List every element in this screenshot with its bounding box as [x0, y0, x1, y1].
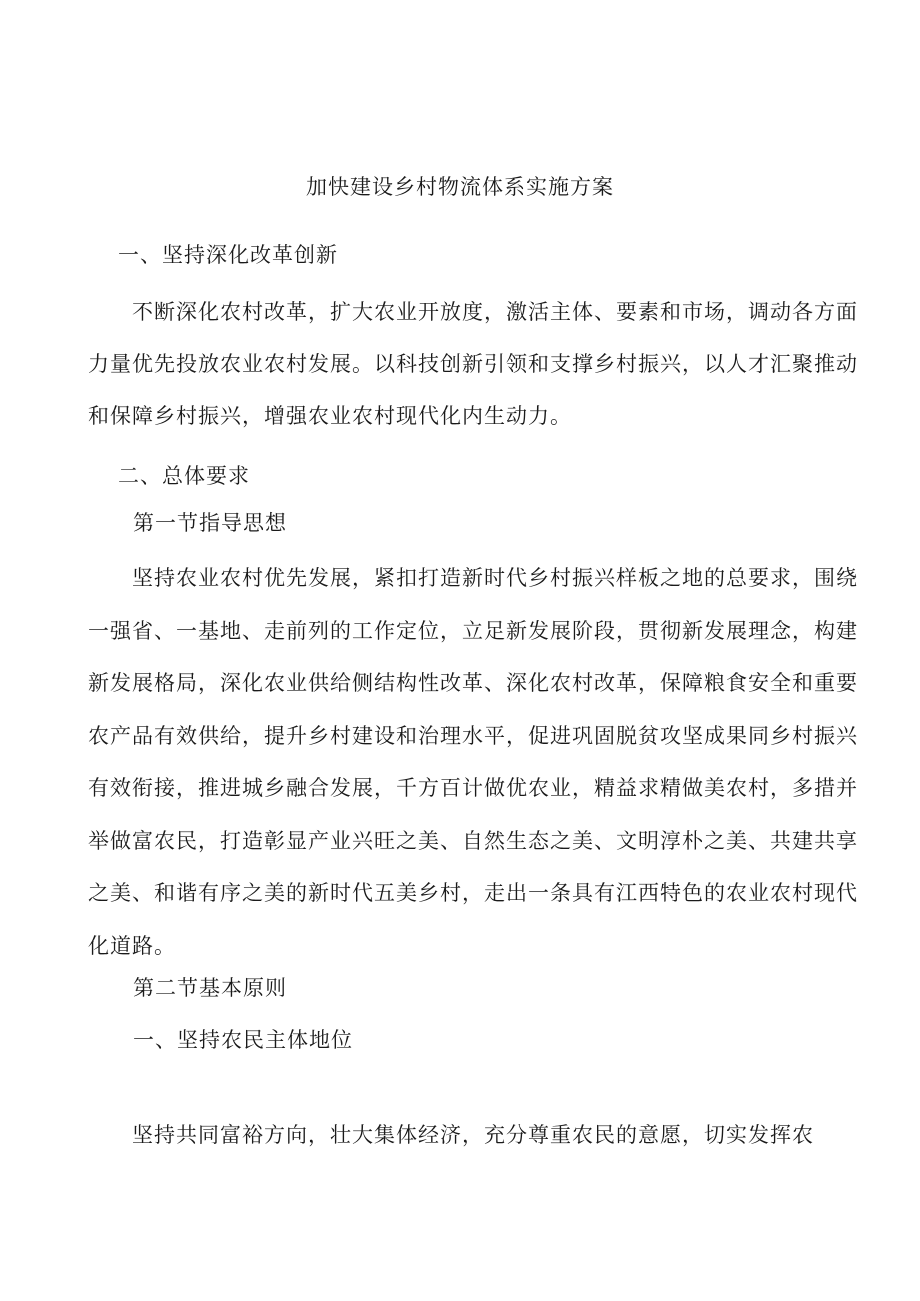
section-heading-reform: 一、坚持深化改革创新: [118, 243, 338, 267]
subsection-heading-guiding-thought: 第一节指导思想: [133, 511, 287, 535]
section-heading-requirements: 二、总体要求: [118, 464, 250, 488]
item-heading-farmer-subject: 一、坚持农民主体地位: [133, 1028, 353, 1052]
section-paragraph-reform: 不断深化农村改革，扩大农业开放度，激活主体、要素和市场，调动各方面力量优先投放农业农村发展。以科技创新引领和支撑乡村振兴，以人才汇聚推动和保障乡村振兴，增强农业农村现代化内生动力。: [88, 300, 858, 428]
document-title: 加快建设乡村物流体系实施方案: [306, 175, 614, 199]
item-paragraph-farmer-subject: 坚持共同富裕方向，壮大集体经济，充分尊重农民的意愿，切实发挥农: [132, 1123, 814, 1147]
subsection-heading-basic-principles: 第二节基本原则: [133, 976, 287, 1000]
subsection-paragraph-guiding-thought: 坚持农业农村优先发展，紧扣打造新时代乡村振兴样板之地的总要求，围绕一强省、一基地、走前列的工作定位，立足新发展阶段，贯彻新发展理念，构建新发展格局，深化农业供给侧结构性改革、深化农村改革，保障粮食安全和重要农产品有效供给，提升乡村建设和治理水平，促进巩固脱贫攻坚成果同乡村振兴有效衔接，推进城乡融合发展，千方百计做优农业，精益求精做美农村，多措并举做富农民，打造彰显产业兴旺之美、自然生态之美、文明淳朴之美、共建共享之美、和谐有序之美的新时代五美乡村，走出一条具有江西特色的农业农村现代化道路。: [88, 566, 858, 958]
